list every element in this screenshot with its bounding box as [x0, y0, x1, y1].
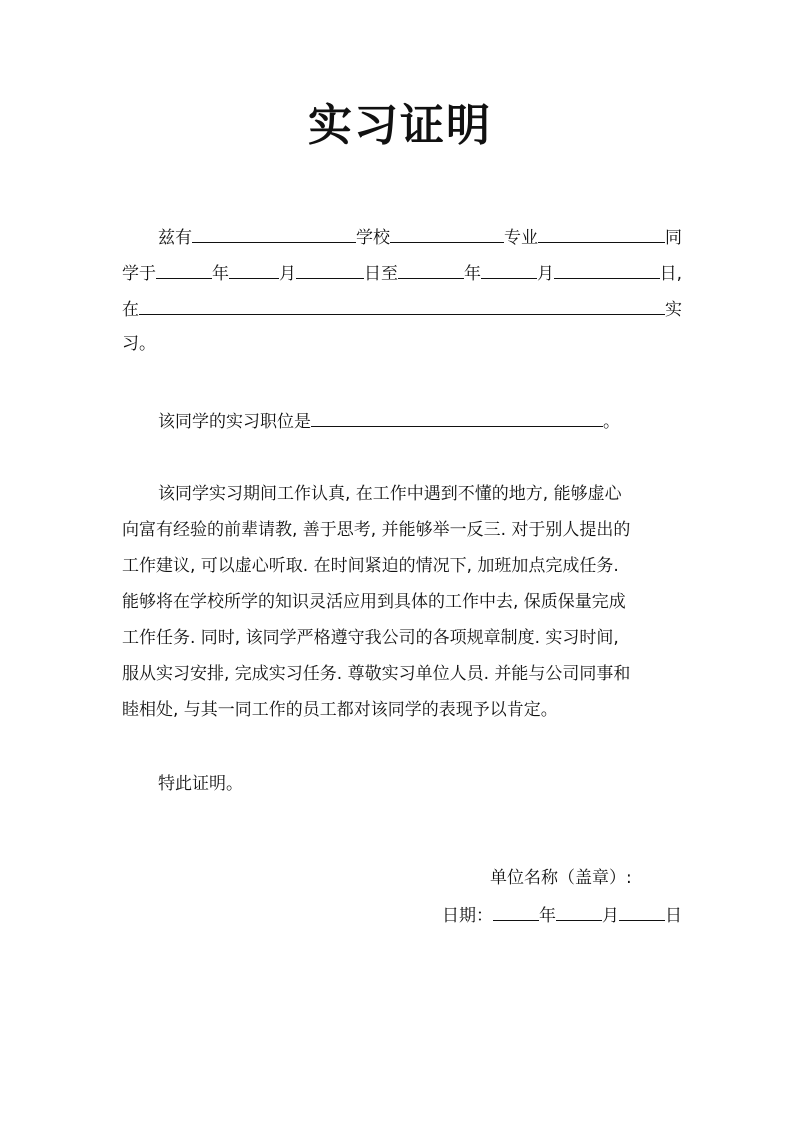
intro-text-xi: 习。 — [122, 334, 156, 354]
intro-line-1 — [122, 218, 682, 254]
school-blank[interactable] — [192, 218, 356, 243]
evaluation-text: 工作建议, 可以虚心听取. 在时间紧迫的情况下, 加班加点完成任务. — [122, 556, 619, 576]
evaluation-text: 睦相处, 与其一同工作的员工都对该同学的表现予以肯定。 — [122, 700, 558, 720]
date-year-text: 年 — [539, 906, 556, 926]
intro-text-ziyou: 兹有 — [158, 228, 192, 248]
position-prefix: 该同学的实习职位是 — [158, 412, 311, 432]
intro-text-start-day: 日至 — [364, 264, 398, 284]
evaluation-line-3 — [122, 548, 682, 584]
date-row — [442, 896, 682, 934]
sign-day-blank[interactable] — [619, 896, 665, 921]
evaluation-text: 该同学实习期间工作认真, 在工作中遇到不懂的地方, 能够虚心 — [158, 484, 622, 504]
intro-text-end-year: 年 — [464, 264, 481, 284]
evaluation-text: 服从实习安排, 完成实习任务. 尊敬实习单位人员. 并能与公司同事和 — [122, 664, 631, 684]
intro-text-school: 学校 — [356, 228, 390, 248]
unit-name-label: 单位名称（盖章）: — [490, 868, 632, 888]
company-blank[interactable] — [139, 290, 665, 315]
intro-text-start-month: 月 — [279, 264, 296, 284]
evaluation-line-2 — [122, 512, 682, 548]
document-title: 实习证明 — [308, 100, 492, 151]
evaluation-text: 能够将在学校所学的知识灵活应用到具体的工作中去, 保质保量完成 — [122, 592, 626, 612]
end-day-blank[interactable] — [554, 254, 660, 279]
start-day-blank[interactable] — [296, 254, 364, 279]
date-day-text: 日 — [665, 906, 682, 926]
position-blank[interactable] — [311, 402, 603, 427]
end-year-blank[interactable] — [398, 254, 464, 279]
intro-text-end-day: 日, — [659, 264, 682, 284]
major-blank[interactable] — [390, 218, 504, 243]
intro-line-3 — [122, 290, 682, 326]
intro-text-end-month: 月 — [537, 264, 554, 284]
end-month-blank[interactable] — [481, 254, 537, 279]
intro-line-2 — [122, 254, 682, 290]
position-line — [122, 402, 682, 438]
closing-line — [122, 766, 682, 802]
date-month-text: 月 — [602, 906, 619, 926]
evaluation-line-1 — [122, 476, 682, 512]
intro-text-start-year: 年 — [212, 264, 229, 284]
evaluation-line-5 — [122, 620, 682, 656]
position-suffix: 。 — [603, 412, 620, 432]
intro-text-major: 专业 — [504, 228, 538, 248]
intro-text-tong: 同 — [665, 228, 682, 248]
start-month-blank[interactable] — [229, 254, 279, 279]
date-label: 日期： — [442, 906, 493, 926]
sign-year-blank[interactable] — [493, 896, 539, 921]
intro-text-shi: 实 — [665, 300, 682, 320]
closing-text: 特此证明。 — [158, 774, 243, 794]
intro-line-4 — [122, 326, 682, 362]
student-name-blank[interactable] — [538, 218, 665, 243]
start-year-blank[interactable] — [156, 254, 212, 279]
evaluation-line-4 — [122, 584, 682, 620]
evaluation-text: 向富有经验的前辈请教, 善于思考, 并能够举一反三. 对于别人提出的 — [122, 520, 631, 540]
intro-text-xueyu: 学于 — [122, 264, 156, 284]
evaluation-line-6 — [122, 656, 682, 692]
sign-month-blank[interactable] — [556, 896, 602, 921]
intro-text-zai: 在 — [122, 300, 139, 320]
evaluation-line-7 — [122, 692, 682, 728]
evaluation-text: 工作任务. 同时, 该同学严格遵守我公司的各项规章制度. 实习时间, — [122, 628, 619, 648]
